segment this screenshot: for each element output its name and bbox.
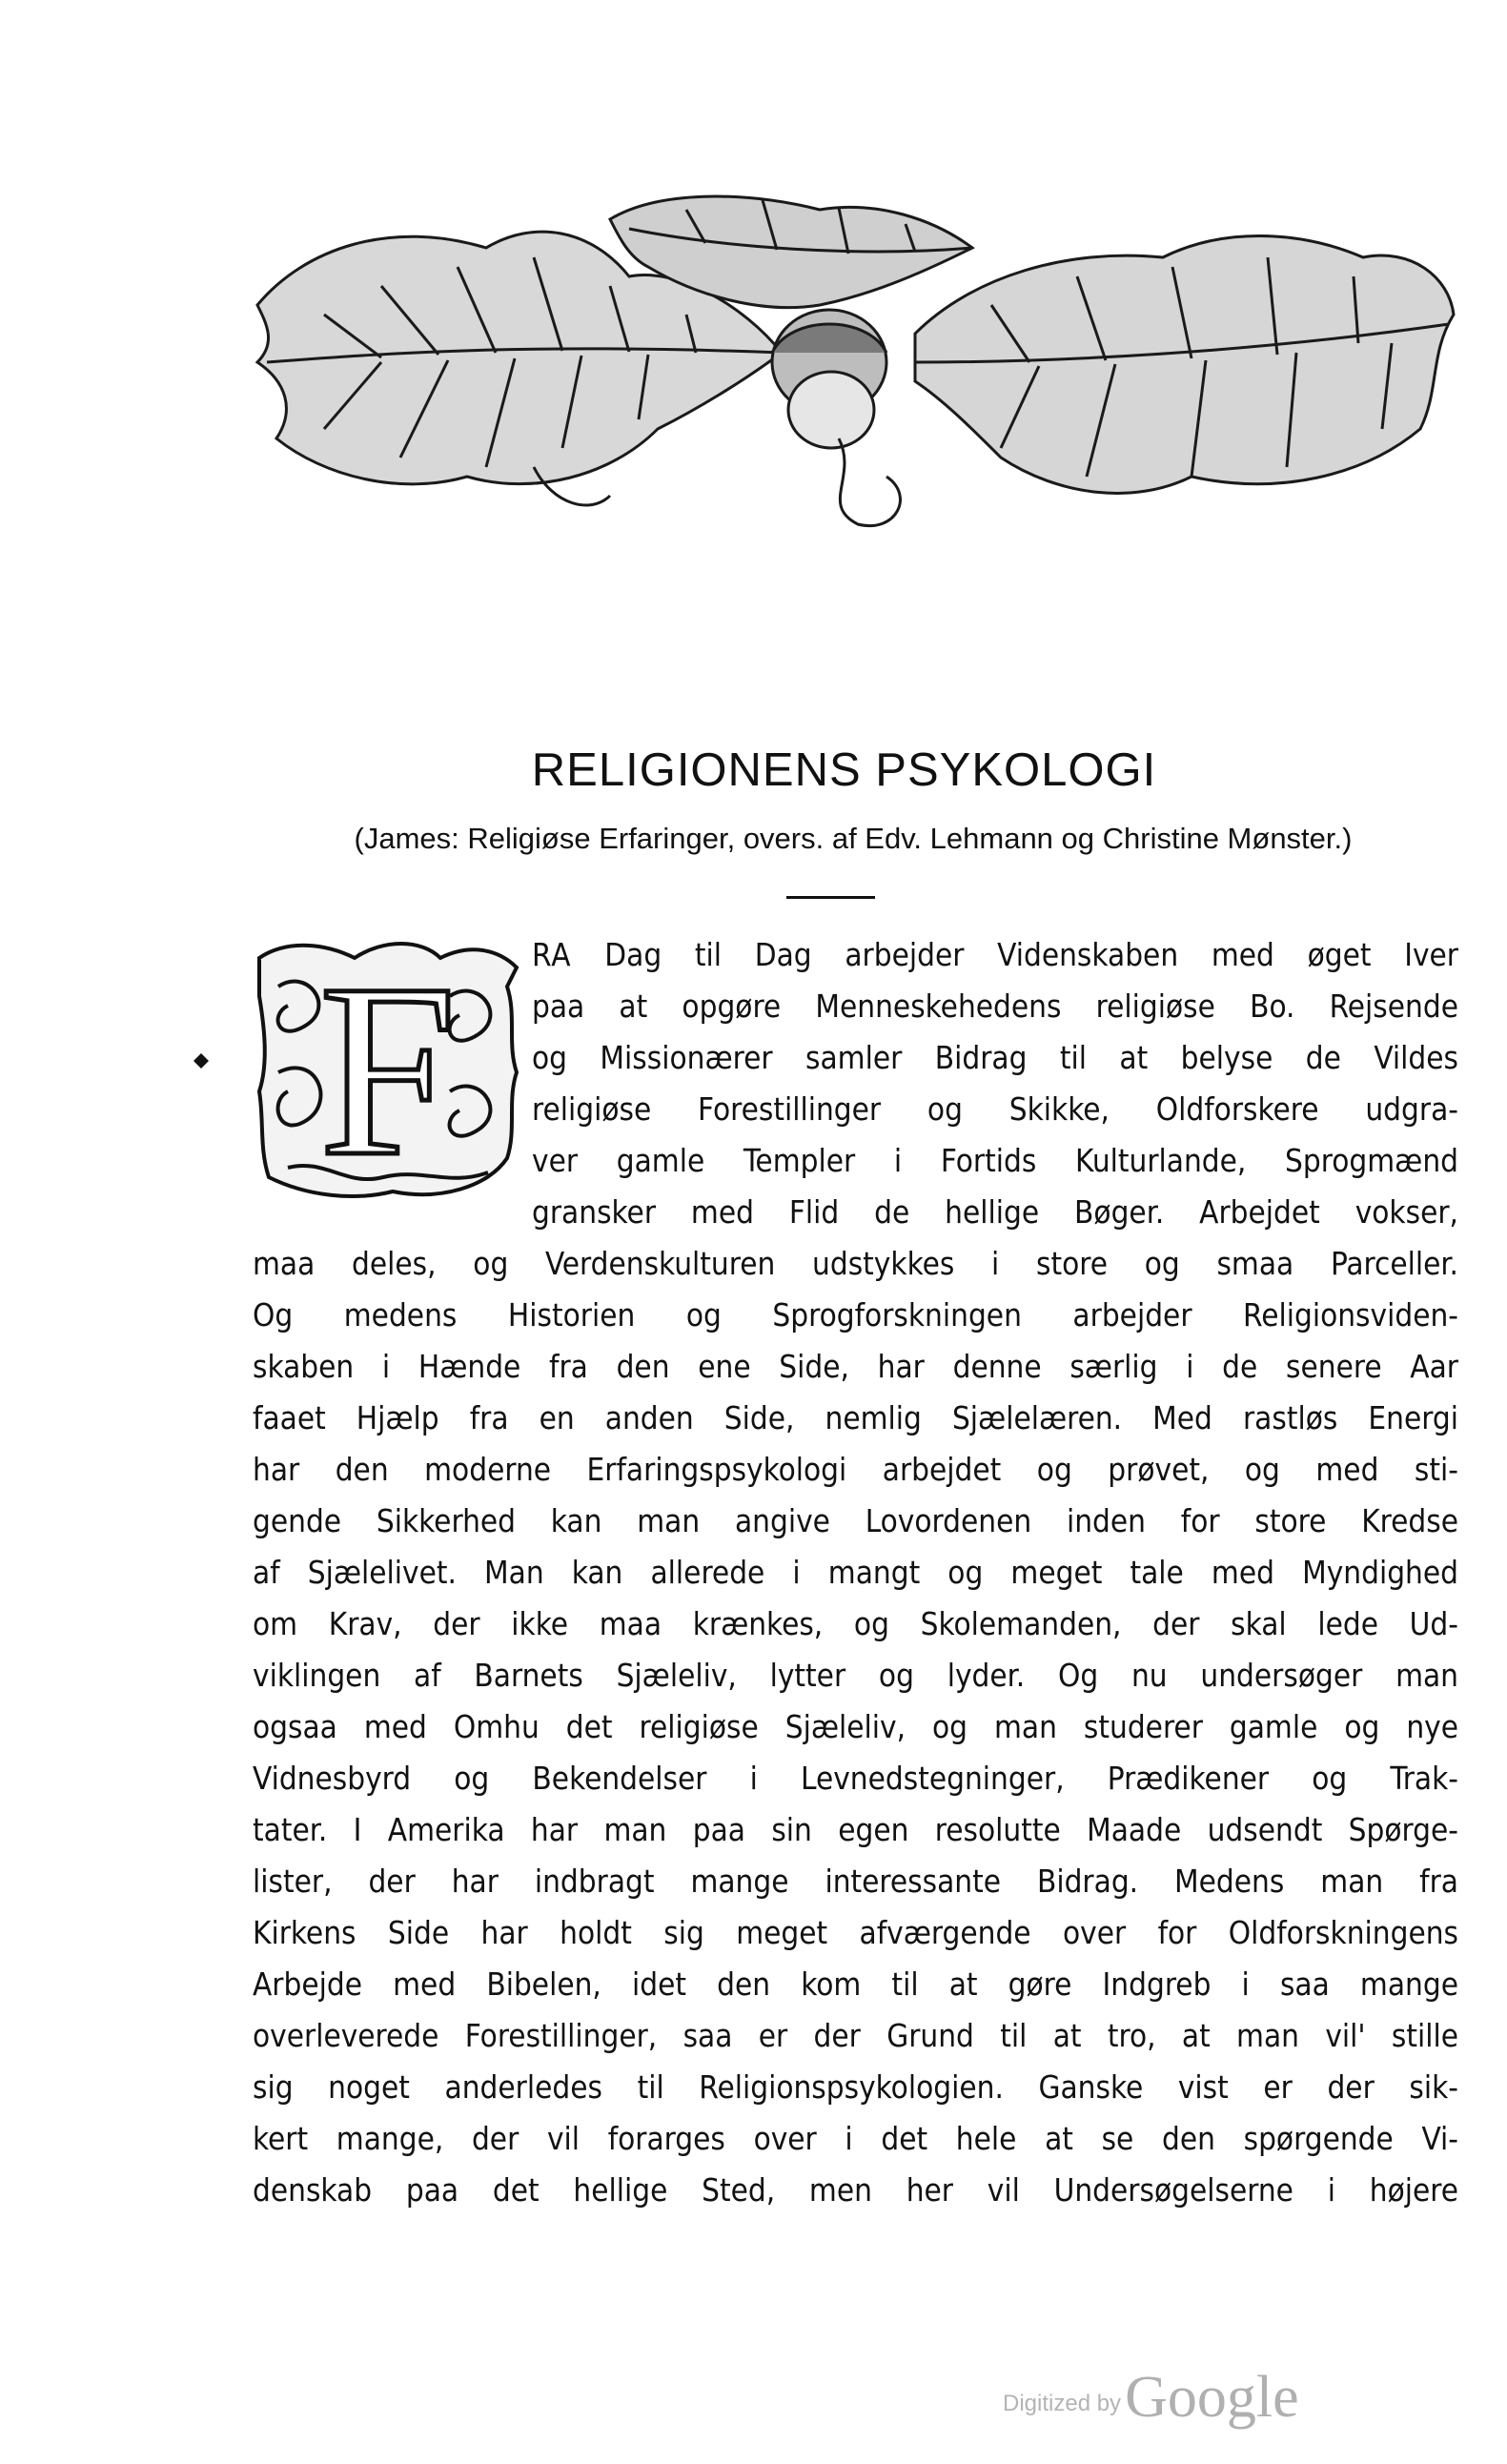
text-line: Og medens Historien og Sprogforskningen arbejder Religionsviden-: [253, 1296, 1458, 1334]
article-subtitle: (James: Religiøse Erfaringer, overs. af Edv. Lehmann og Christine Mønster.): [354, 822, 1353, 855]
digitized-watermark: [1003, 2364, 1299, 2432]
ornamental-drop-cap-icon: [250, 929, 526, 1206]
oak-leaf-acorn-ornament-icon: [248, 191, 1458, 543]
text-line: gransker med Flid de hellige Bøger. Arbejdet vokser,: [532, 1193, 1458, 1231]
margin-mark-icon: [193, 1052, 210, 1069]
text-line: og Missionærer samler Bidrag til at belyse de Vildes: [532, 1039, 1458, 1076]
text-line: denskab paa det hellige Sted, men her vil Undersøgelserne i højere: [253, 2171, 1458, 2209]
text-line: paa at opgøre Menneskehedens religiøse Bo. Rejsende: [532, 988, 1458, 1025]
first-line-text: Dag til Dag arbejder Videnskaben med øget Iver: [571, 936, 1458, 973]
text-line: tater. I Amerika har man paa sin egen resolutte Maade udsendt Spørge-: [253, 1811, 1458, 1848]
text-line: ver gamle Templer i Fortids Kulturlande, Sprogmænd: [532, 1142, 1458, 1179]
title-rule: [786, 896, 875, 899]
text-line: gende Sikkerhed kan man angive Lovordenen inden for store Kredse: [253, 1502, 1458, 1539]
article-title: RELIGIONENS PSYKOLOGI: [531, 744, 1157, 796]
text-line: overleverede Forestillinger, saa er der Grund til at tro, at man vil' stille: [253, 2017, 1458, 2054]
text-line: Kirkens Side har holdt sig meget afværgende over for Oldforskningens: [253, 1914, 1458, 1951]
text-line: Arbejde med Bibelen, idet den kom til at gøre Indgreb i saa mange: [253, 1965, 1458, 2003]
text-line: maa deles, og Verdenskulturen udstykkes i store og smaa Parceller.: [253, 1245, 1458, 1282]
text-line: sig noget anderledes til Religionspsykologien. Ganske vist er der sik-: [253, 2068, 1458, 2106]
text-line: [532, 936, 1458, 973]
watermark-prefix: Digitized by: [1003, 2391, 1122, 2416]
google-logo: Google: [1125, 2365, 1299, 2430]
text-line: ogsaa med Omhu det religiøse Sjæleliv, og man studerer gamle og nye: [253, 1708, 1458, 1745]
text-line: kert mange, der vil forarges over i det hele at se den spørgende Vi-: [253, 2120, 1458, 2157]
text-line: om Krav, der ikke maa krænkes, og Skolemanden, der skal lede Ud-: [253, 1605, 1458, 1642]
text-line: viklingen af Barnets Sjæleliv, lytter og lyder. Og nu undersøger man: [253, 1657, 1458, 1694]
drop-cap-letter: F: [318, 933, 458, 1206]
text-line: Vidnesbyrd og Bekendelser i Levnedstegninger, Prædikener og Trak-: [253, 1760, 1458, 1797]
first-line-smallcaps: RA: [532, 936, 572, 973]
text-line: har den moderne Erfaringspsykologi arbejdet og prøvet, og med sti-: [253, 1451, 1458, 1488]
text-line: lister, der har indbragt mange interessante Bidrag. Medens man fra: [253, 1863, 1458, 1900]
text-line: religiøse Forestillinger og Skikke, Oldforskere udgra-: [532, 1090, 1458, 1128]
text-line: skaben i Hænde fra den ene Side, har denne særlig i de senere Aar: [253, 1348, 1458, 1385]
text-line: faaet Hjælp fra en anden Side, nemlig Sjælelæren. Med rastløs Energi: [253, 1399, 1458, 1436]
text-line: af Sjælelivet. Man kan allerede i mangt og meget tale med Myndighed: [253, 1554, 1458, 1591]
